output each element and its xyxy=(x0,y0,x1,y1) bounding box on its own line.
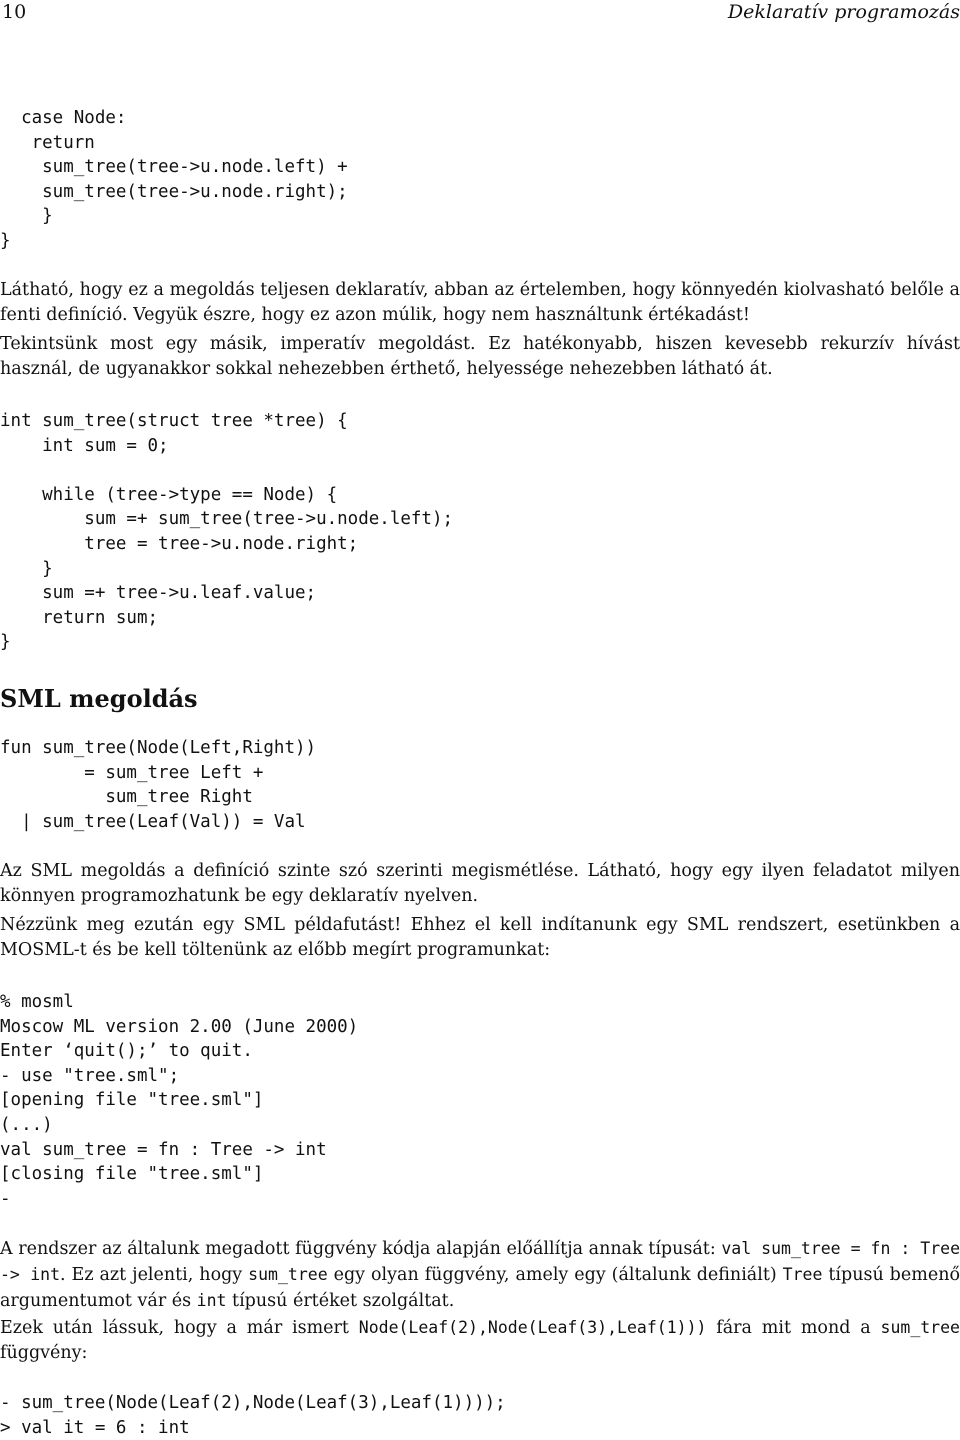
code-line: return xyxy=(0,132,95,153)
code-line: } xyxy=(0,206,53,227)
text-run: fára mit mond a xyxy=(706,1318,881,1338)
page-header xyxy=(0,0,960,26)
code-line: Moscow ML version 2.00 (June 2000) xyxy=(0,1016,359,1037)
section-title: SML megoldás xyxy=(0,684,198,713)
code-line: } xyxy=(0,632,11,653)
code-line: > val it = 6 : int xyxy=(0,1417,190,1438)
code-line: val sum_tree = fn : Tree -> int xyxy=(0,1139,327,1160)
inline-code: Node(Leaf(2),Node(Leaf(3),Leaf(1))) xyxy=(358,1318,707,1337)
code-line: int sum = 0; xyxy=(0,435,169,456)
code-line: [opening file "tree.sml"] xyxy=(0,1090,264,1111)
code-line: = sum_tree Left + xyxy=(0,762,264,783)
running-title: Deklaratív programozás xyxy=(727,1,960,23)
code-line: } xyxy=(0,558,53,579)
code-line: Enter ‘quit();’ to quit. xyxy=(0,1041,253,1062)
code-line: (...) xyxy=(0,1114,53,1135)
text-run: típusú értéket szolgáltat. xyxy=(226,1291,455,1311)
inline-code: Tree xyxy=(782,1265,823,1284)
text-run: . Ez azt jelenti, hogy xyxy=(60,1265,249,1285)
code-line: - xyxy=(0,1188,11,1209)
inline-code: val sum_tree = fn : Tree -> int xyxy=(0,1239,960,1284)
code-line: tree = tree->u.node.right; xyxy=(0,533,359,554)
code-block-sml-example xyxy=(0,1391,506,1440)
code-line: return sum; xyxy=(0,607,159,628)
text-run: függvény: xyxy=(0,1343,88,1363)
code-line: fun sum_tree(Node(Left,Right)) xyxy=(0,738,317,758)
code-line: - use "tree.sml"; xyxy=(0,1065,180,1086)
code-block-sml-definition xyxy=(0,736,316,834)
code-block-mosml-session xyxy=(0,990,358,1211)
code-line: | sum_tree(Leaf(Val)) = Val xyxy=(0,811,306,832)
paragraph-type-explanation xyxy=(0,1236,960,1314)
inline-code: sum_tree xyxy=(880,1318,960,1337)
code-line: [closing file "tree.sml"] xyxy=(0,1164,264,1185)
text-run: típusú bemenő argumentumot vár és xyxy=(0,1265,960,1311)
text-run: A rendszer az általunk megadott függvény kódja alapján előállítja annak típusát: xyxy=(0,1239,722,1259)
code-line: } xyxy=(0,230,11,251)
code-line: sum =+ tree->u.leaf.value; xyxy=(0,583,317,604)
paragraph-sml-note: Az SML megoldás a definíció szinte szó szerinti megismétlése. Látható, hogy egy ilyen feladatot milyen könnyen programozhatunk be egy deklaratív nyelven. xyxy=(0,861,960,906)
paragraph-example-intro xyxy=(0,1315,960,1366)
code-line: sum_tree(tree->u.node.right); xyxy=(0,181,348,202)
paragraph-sml-run-intro: Nézzünk meg ezután egy SML példafutást! Ehhez el kell indítanunk egy SML rendszert, esetünkben a MOSML-t és be kell töltenünk az előbb megírt programunkat: xyxy=(0,915,960,960)
paragraph-declarative-note: Látható, hogy ez a megoldás teljesen deklaratív, abban az értelemben, hogy könnyedén kiolvasható belőle a fenti definíció. Vegyük észre, hogy ez azon múlik, hogy nem használtunk értékadást! xyxy=(0,280,960,325)
code-block-c-recursive-end xyxy=(0,106,348,254)
code-line: sum_tree(tree->u.node.left) + xyxy=(0,157,348,178)
code-line: % mosml xyxy=(0,992,74,1012)
page-number: 10 xyxy=(2,1,27,23)
code-line: sum_tree Right xyxy=(0,787,253,808)
code-block-c-imperative xyxy=(0,409,453,655)
code-line: case Node: xyxy=(0,108,127,128)
inline-code: sum_tree xyxy=(248,1265,328,1284)
code-line: while (tree->type == Node) { xyxy=(0,484,338,505)
code-line: int sum_tree(struct tree *tree) { xyxy=(0,411,348,431)
inline-code: int xyxy=(196,1291,227,1310)
code-line: sum =+ sum_tree(tree->u.node.left); xyxy=(0,509,454,530)
text-run: egy olyan függvény, amely egy (általunk definiált) xyxy=(327,1265,783,1285)
text-run: Ezek után lássuk, hogy a már ismert xyxy=(0,1318,359,1338)
code-line: - sum_tree(Node(Leaf(2),Node(Leaf(3),Leaf(1)))); xyxy=(0,1393,506,1413)
paragraph-imperative-intro: Tekintsünk most egy másik, imperatív megoldást. Ez hatékonyabb, hiszen kevesebb rekurzív hívást használ, de ugyanakkor sokkal nehezebben érthető, helyessége nehezebben látható át. xyxy=(0,334,960,379)
